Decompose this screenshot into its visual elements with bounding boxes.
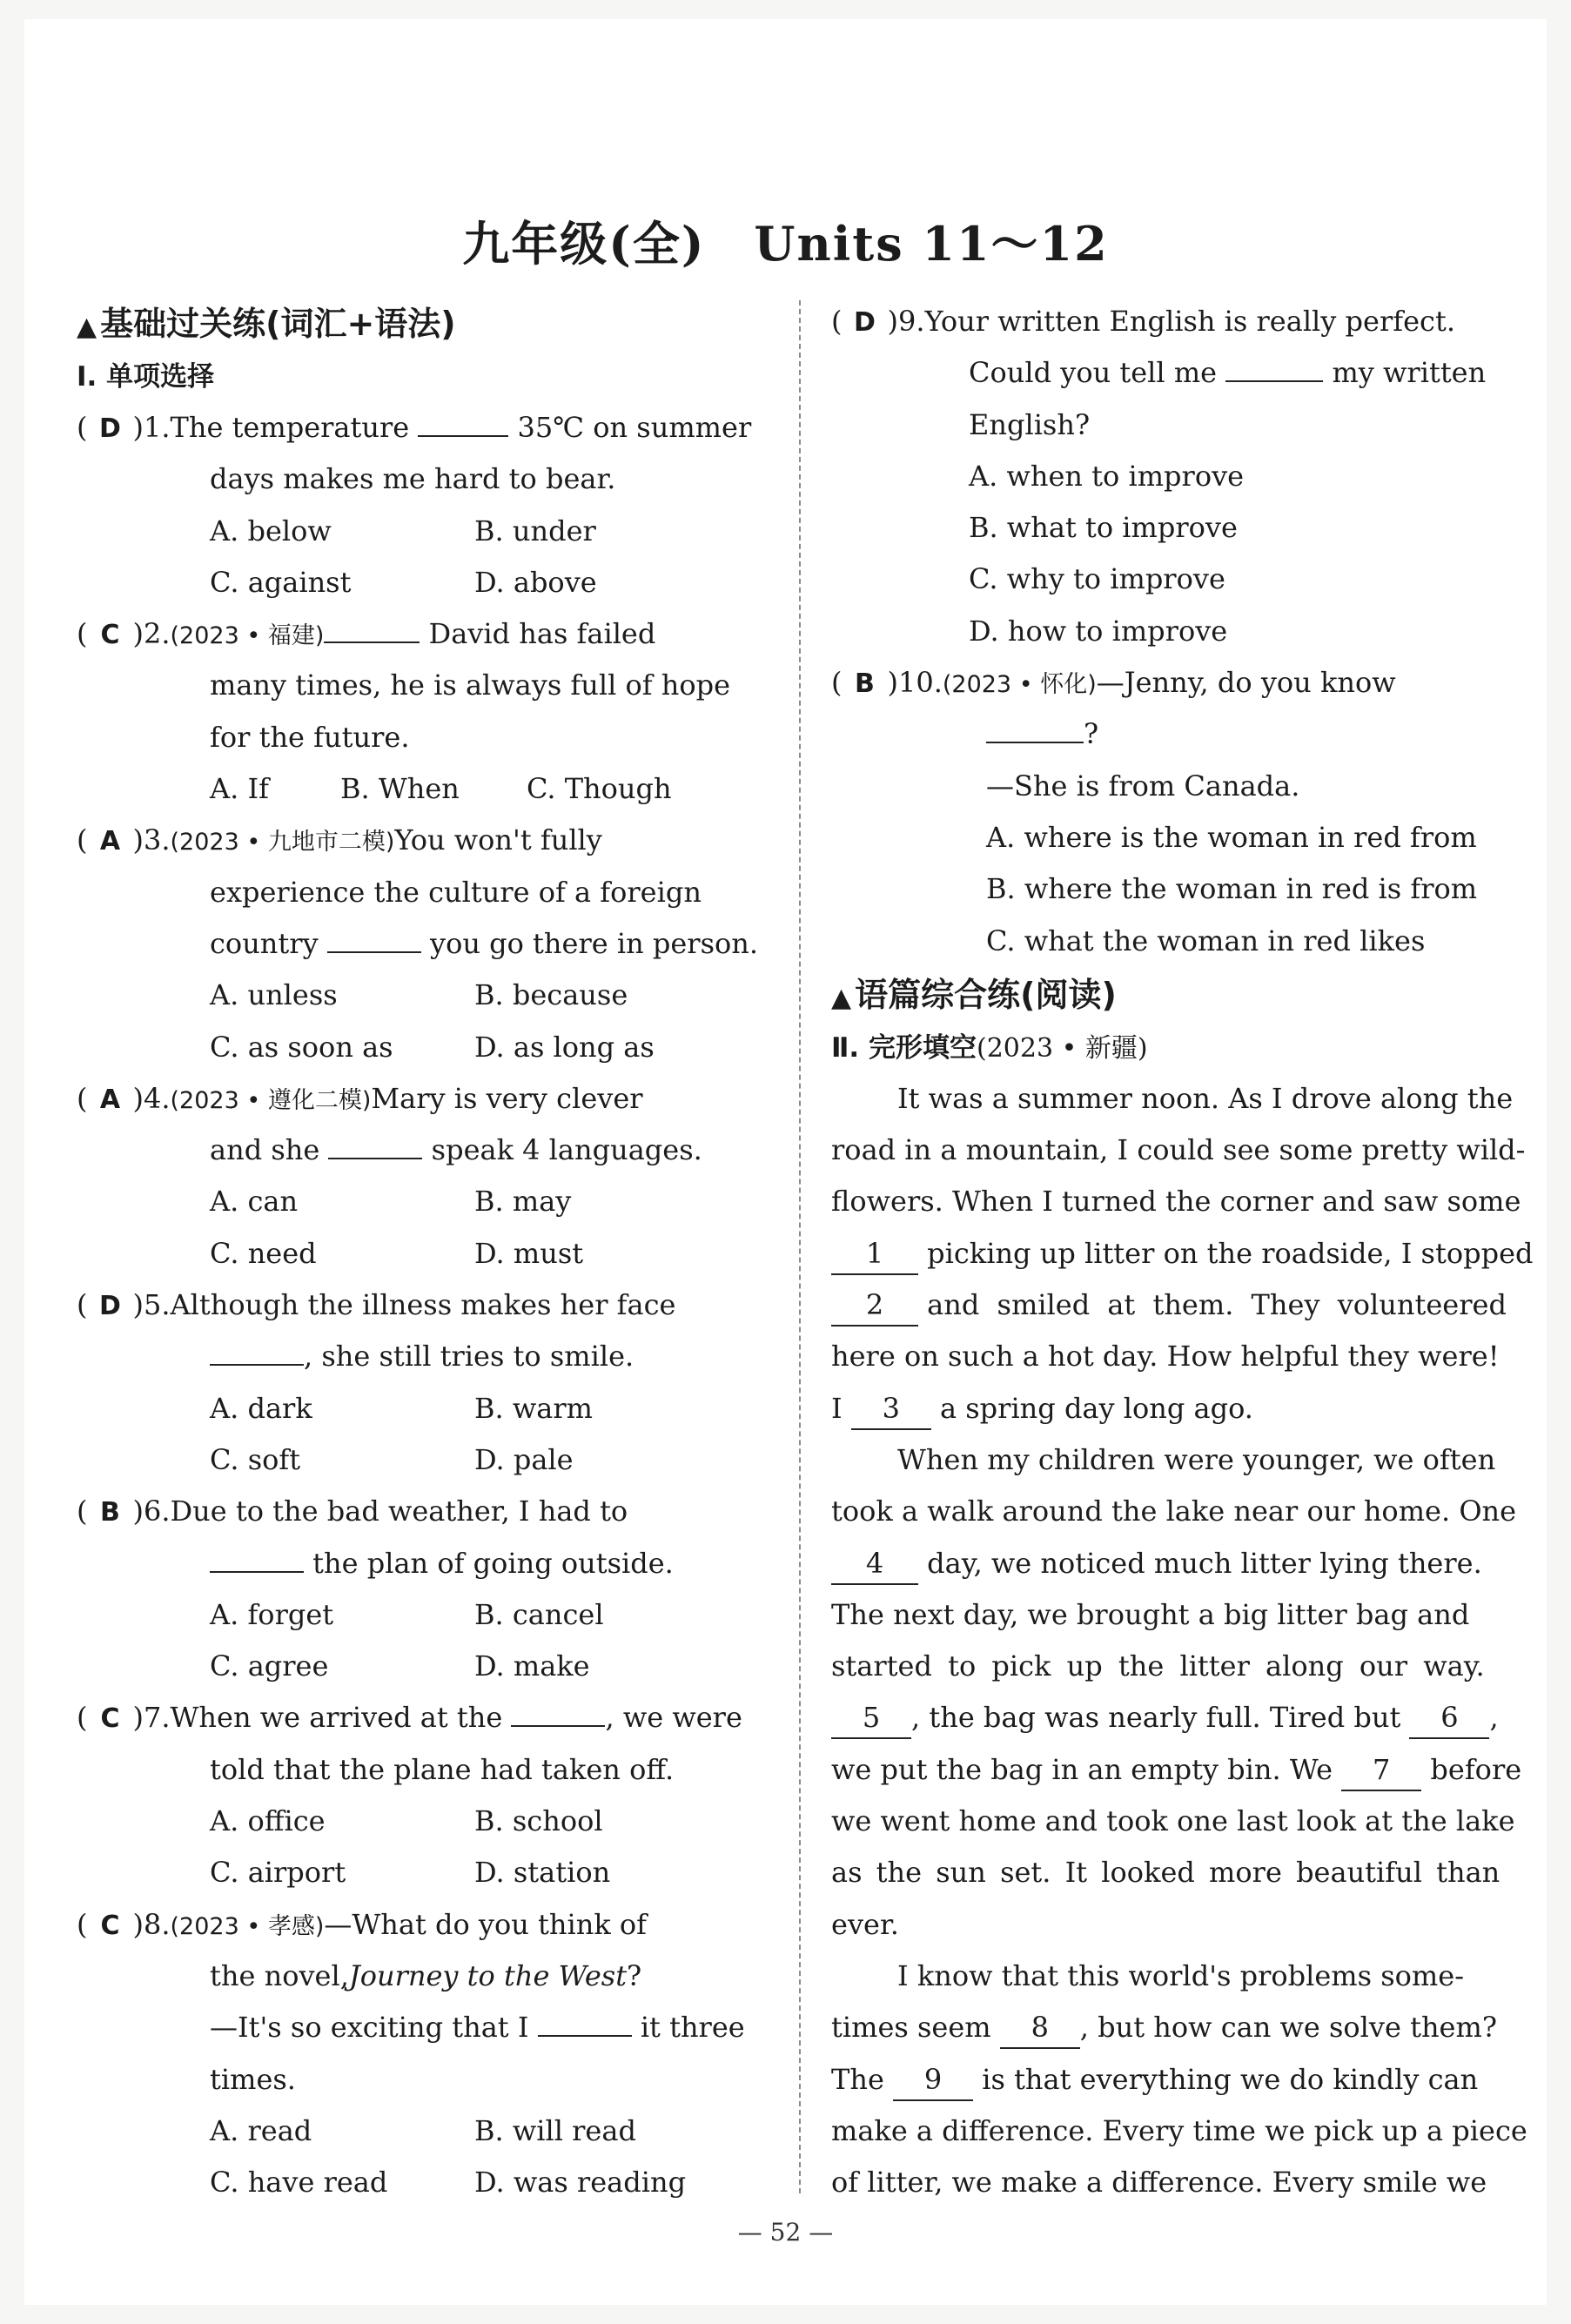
question-3-options-ab: A. unless B. because (210, 978, 628, 1012)
question-7: ( C )7.When we arrived at the , we were (77, 1692, 773, 1743)
question-10-option-b: B. where the woman in red is from (986, 872, 1478, 906)
passage-line: ever. (831, 1907, 899, 1941)
question-2-cont: many times, he is always full of hope (210, 668, 731, 702)
question-9-option-c: C. why to improve (969, 562, 1225, 596)
question-4-cont: and she speak 4 languages. (210, 1133, 702, 1167)
answer-blank (328, 1132, 422, 1159)
passage-line: When my children were younger, we often (897, 1442, 1496, 1476)
cloze-blank-3: 3 (851, 1388, 931, 1430)
question-9-cont: Could you tell me my written (969, 356, 1487, 390)
subsection-cloze: Ⅱ. 完形填空(2023 • 新疆) (831, 1031, 1148, 1064)
answer-7: C (100, 1703, 120, 1735)
left-column (77, 296, 773, 2208)
passage-line: of litter, we make a difference. Every smile we (831, 2166, 1487, 2200)
triangle-icon: ▲ (77, 312, 97, 342)
answer-1: D (99, 413, 121, 444)
question-4: ( A )4.(2023 • 遵化二模)Mary is very clever (77, 1073, 773, 1125)
question-2-options: A. If B. When C. Though (210, 772, 672, 806)
passage-line: road in a mountain, I could see some pretty wild- (831, 1133, 1526, 1167)
question-3: ( A )3.(2023 • 九地市二模)You won't fully (77, 815, 773, 866)
answer-5: D (99, 1291, 121, 1322)
question-3-cont2: country you go there in person. (210, 926, 759, 960)
passage-line: times seem 8 , but how can we solve them? (831, 2002, 1523, 2053)
question-6: ( B )6.Due to the bad weather, I had to (77, 1486, 773, 1537)
cloze-blank-1: 1 (831, 1233, 918, 1275)
question-3-cont: experience the culture of a foreign (210, 875, 702, 909)
answer-blank (538, 2009, 632, 2037)
passage-line: I know that this world's problems some- (897, 1958, 1464, 1992)
passage-line: 4 day, we noticed much litter lying there. (831, 1538, 1523, 1589)
answer-blank (511, 1699, 605, 1727)
passage-line: flowers. When I turned the corner and saw some (831, 1185, 1521, 1219)
question-10: ( B )10.(2023 • 怀化)—Jenny, do you know (831, 657, 1523, 709)
right-column (831, 296, 1534, 2208)
cloze-blank-2: 2 (831, 1285, 918, 1327)
passage-line: 1 picking up litter on the roadside, I stopped (831, 1228, 1523, 1280)
passage-line: we put the bag in an empty bin. We 7 before (831, 1744, 1523, 1796)
section-heading-basics: ▲ 基础过关练(词汇+语法) (77, 305, 456, 343)
question-6-options-cd: C. agree D. make (210, 1649, 590, 1683)
column-divider (799, 300, 801, 2193)
answer-blank (1225, 354, 1323, 382)
question-10-option-a: A. where is the woman in red from (986, 820, 1477, 854)
cloze-blank-8: 8 (1000, 2007, 1080, 2049)
answer-blank (324, 615, 420, 643)
page-number: — 52 — (737, 2218, 834, 2247)
question-1: ( D )1.The temperature 35℃ on summer (77, 402, 773, 453)
cloze-blank-7: 7 (1341, 1750, 1421, 1791)
passage-line: as the sun set. It looked more beautiful than (831, 1856, 1501, 1890)
answer-blank (327, 925, 421, 953)
question-9-option-d: D. how to improve (969, 614, 1228, 648)
question-3-options-cd: C. as soon as D. as long as (210, 1030, 655, 1064)
question-10-cont: ? (831, 709, 1523, 760)
question-8-cont: the novel,Journey to the West? (210, 1958, 642, 1992)
page-title: 九年级(全) Units 11～12 (462, 216, 1109, 272)
question-10-cont2: —She is from Canada. (986, 769, 1300, 803)
cloze-blank-9: 9 (893, 2059, 973, 2101)
triangle-icon: ▲ (831, 982, 852, 1013)
question-4-options-cd: C. need D. must (210, 1236, 584, 1270)
cloze-blank-4: 4 (831, 1543, 918, 1585)
question-5-cont: , she still tries to smile. (77, 1331, 773, 1382)
question-9-option-a: A. when to improve (969, 459, 1245, 493)
section-heading-reading: ▲ 语篇综合练(阅读) (831, 975, 1117, 1014)
question-2: ( C )2.(2023 • 福建) David has failed (77, 608, 773, 660)
answer-4: A (99, 1084, 121, 1115)
question-6-options-ab: A. forget B. cancel (210, 1597, 604, 1631)
cloze-blank-5: 5 (831, 1697, 911, 1739)
question-1-options-cd: C. against D. above (210, 565, 597, 599)
question-7-cont: told that the plane had taken off. (210, 1752, 675, 1786)
question-9-cont2: English? (969, 407, 1091, 441)
answer-8: C (100, 1910, 120, 1941)
passage-line: It was a summer noon. As I drove along the (897, 1081, 1514, 1115)
passage-line: we went home and took one last look at the lake (831, 1804, 1515, 1838)
passage-line: The next day, we brought a big litter bag and (831, 1597, 1470, 1631)
passage-line: I 3 a spring day long ago. (831, 1383, 1523, 1434)
question-6-cont: the plan of going outside. (77, 1538, 773, 1589)
answer-blank (986, 715, 1084, 743)
answer-blank (210, 1338, 304, 1366)
question-5-options-cd: C. soft D. pale (210, 1442, 574, 1476)
passage-line: started to pick up the litter along our way. (831, 1649, 1485, 1683)
answer-blank (210, 1545, 304, 1573)
cloze-blank-6: 6 (1409, 1697, 1489, 1739)
passage-line: 5 , the bag was nearly full. Tired but 6 , (831, 1692, 1523, 1743)
question-1-cont: days makes me hard to bear. (210, 462, 616, 496)
subsection-single-choice: Ⅰ. 单项选择 (77, 361, 215, 393)
passage-line: took a walk around the lake near our home. One (831, 1494, 1517, 1528)
question-5-options-ab: A. dark B. warm (210, 1391, 593, 1425)
answer-blank (418, 409, 508, 437)
question-5: ( D )5.Although the illness makes her face (77, 1280, 773, 1331)
question-8-cont3: times. (210, 2062, 296, 2096)
question-2-cont2: for the future. (210, 720, 410, 754)
answer-9: D (854, 307, 876, 338)
answer-3: A (99, 826, 121, 857)
question-8-options-ab: A. read B. will read (210, 2113, 636, 2147)
question-9: ( D )9.Your written English is really perfect. (831, 296, 1523, 347)
question-4-options-ab: A. can B. may (210, 1185, 572, 1219)
passage-line: The 9 is that everything we do kindly can (831, 2054, 1523, 2106)
question-8-options-cd: C. have read D. was reading (210, 2166, 687, 2200)
question-1-options-ab: A. below B. under (210, 514, 596, 547)
question-9-option-b: B. what to improve (969, 511, 1238, 545)
passage-line: make a difference. Every time we pick up a piece (831, 2113, 1527, 2147)
answer-10: B (855, 668, 875, 700)
answer-6: B (100, 1497, 120, 1528)
question-8-cont2: —It's so exciting that I it three (210, 2011, 745, 2045)
passage-line: 2 and smiled at them. They volunteered (831, 1280, 1523, 1331)
question-7-options-ab: A. office B. school (210, 1804, 603, 1838)
question-10-option-c: C. what the woman in red likes (986, 924, 1426, 957)
question-7-options-cd: C. airport D. station (210, 1856, 611, 1890)
question-8: ( C )8.(2023 • 孝感)—What do you think of (77, 1899, 773, 1951)
passage-line: here on such a hot day. How helpful they were! (831, 1340, 1500, 1374)
answer-2: C (100, 620, 120, 651)
